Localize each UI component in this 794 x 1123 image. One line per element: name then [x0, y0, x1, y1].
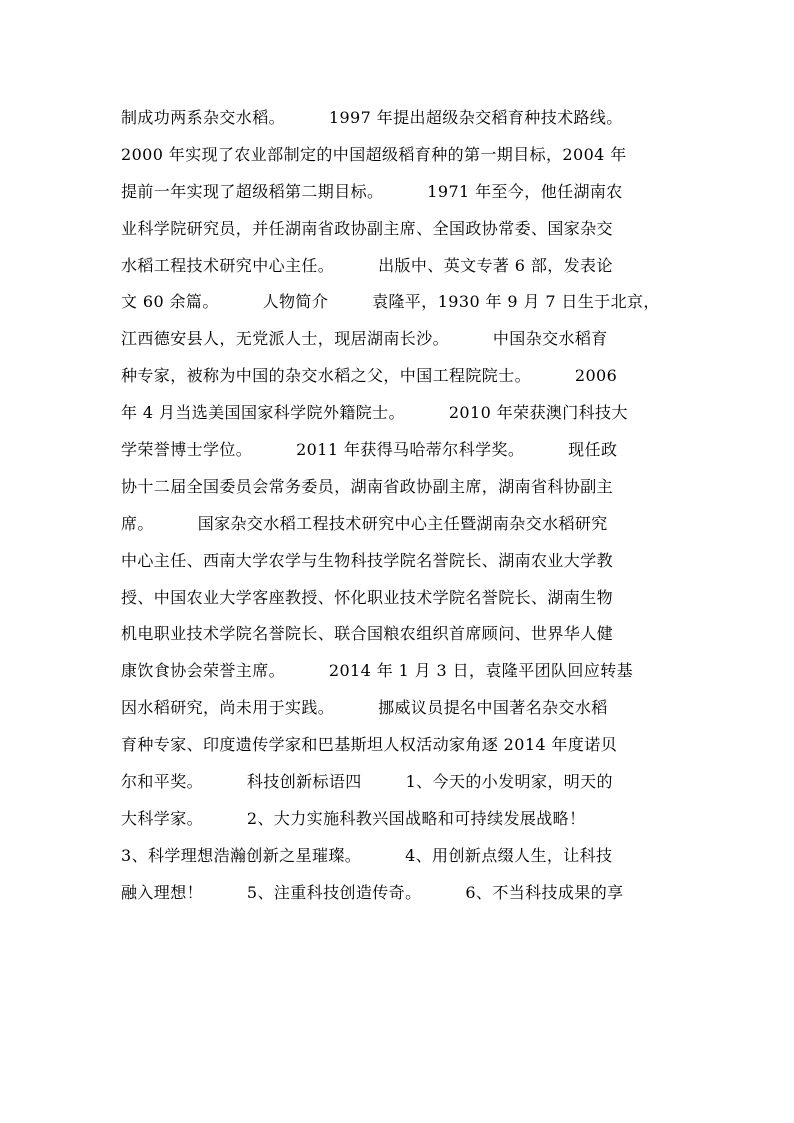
text-line: 大科学家。 2、大力实施科教兴国战略和可持续发展战略！ — [121, 808, 586, 828]
text-line: 协十二届全国委员会常务委员，湖南省政协副主席，湖南省科协副主 — [121, 476, 614, 496]
text-line: 3、科学理想浩瀚创新之星璀璨。 4、用创新点缀人生，让科技 — [121, 845, 613, 865]
text-line: 康饮食协会荣誉主席。 2014 年 1 月 3 日，袁隆平团队回应转基 — [121, 661, 633, 681]
body-text — [121, 100, 701, 912]
text-line: 业科学院研究员，并任湖南省政协副主席、全国政协常委、国家杂交 — [121, 218, 614, 238]
text-line: 水稻工程技术研究中心主任。 出版中、英文专著 6 部，发表论 — [121, 255, 613, 275]
text-line: 机电职业技术学院名誉院长、联合国粮农组织首席顾问、世界华人健 — [121, 624, 614, 644]
text-line: 提前一年实现了超级稻第二期目标。 1971 年至今，他任湖南农 — [121, 181, 623, 201]
text-line: 学荣誉博士学位。 2011 年获得马哈蒂尔科学奖。 现任政 — [121, 440, 618, 460]
text-line: 制成功两系杂交水稻。 1997 年提出超级杂交稻育种技术路线。 — [121, 108, 623, 127]
text-line: 因水稻研究，尚未用于实践。 挪威议员提名中国著名杂交水稻 — [121, 698, 608, 718]
text-line: 融入理想！ 5、注重科技创造传奇。 6、不当科技成果的享 — [121, 882, 624, 902]
text-line: 2000 年实现了农业部制定的中国超级稻育种的第一期目标，2004 年 — [121, 144, 627, 164]
text-line: 席。 国家杂交水稻工程技术研究中心主任暨湖南杂交水稻研究 — [121, 513, 608, 533]
text-line: 尔和平奖。 科技创新标语四 1、今天的小发明家，明天的 — [121, 772, 613, 792]
text-line: 种专家，被称为中国的杂交水稻之父，中国工程院院士。 2006 — [121, 366, 618, 386]
text-line: 中心主任、西南大学农学与生物科技学院名誉院长、湖南农业大学教 — [121, 550, 614, 570]
text-line: 育种专家、印度遗传学家和巴基斯坦人权活动家角逐 2014 年度诺贝 — [121, 735, 618, 755]
text-line: 年 4 月当选美国国家科学院外籍院士。 2010 年荣获澳门科技大 — [121, 403, 628, 423]
text-line: 文 60 余篇。 人物简介 袁隆平，1930 年 9 月 7 日生于北京， — [121, 292, 660, 312]
text-line: 授、中国农业大学客座教授、怀化职业技术学院名誉院长、湖南生物 — [121, 587, 614, 607]
text-line: 江西德安县人，无党派人士，现居湖南长沙。 中国杂交水稻育 — [121, 329, 608, 349]
